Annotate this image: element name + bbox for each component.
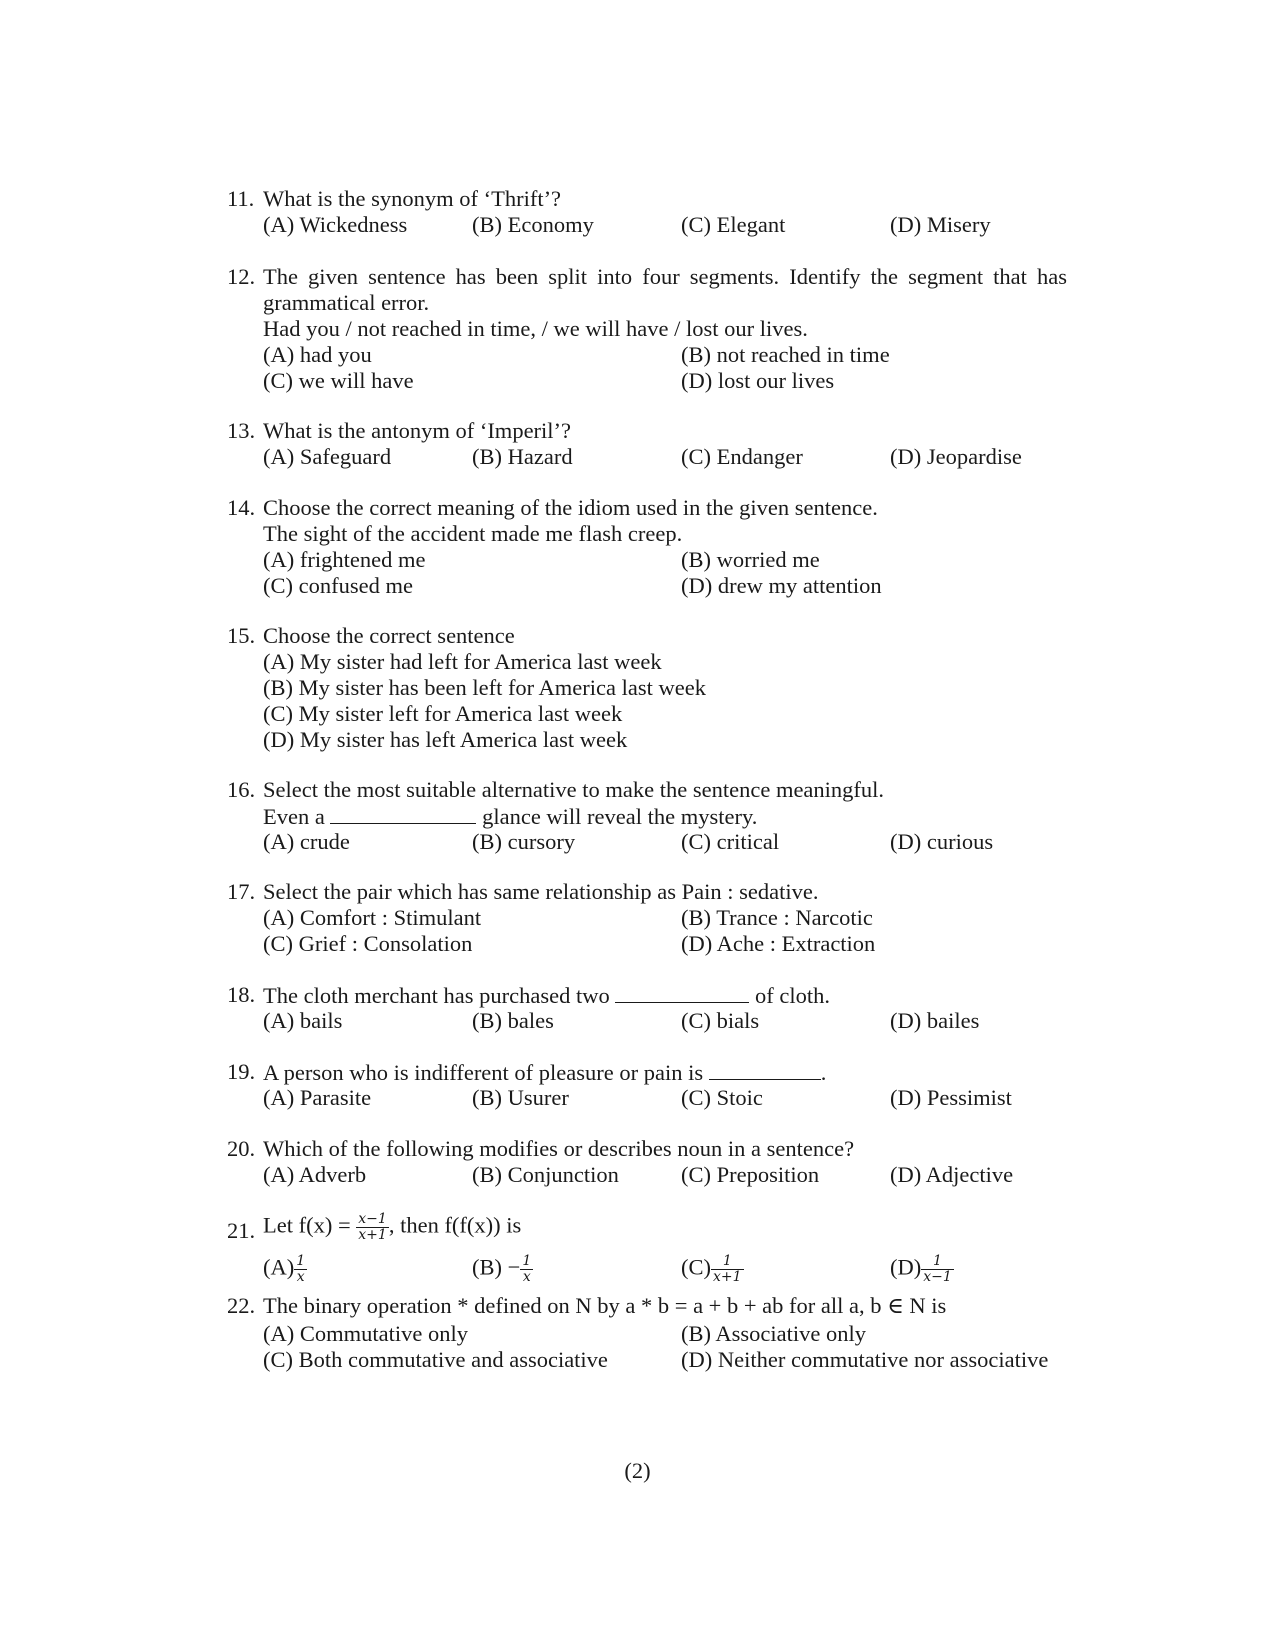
- fraction: [356, 1212, 389, 1242]
- question-stem: Select the pair which has same relationship as Pain : sedative.: [263, 879, 819, 904]
- question-number: 17.: [227, 879, 256, 904]
- option-b: (B) Conjunction: [472, 1162, 619, 1187]
- question-stem: Select the most suitable alternative to make the sentence meaningful.: [263, 777, 885, 802]
- option-a: [263, 1254, 307, 1284]
- fill-blank: [615, 984, 749, 1003]
- option-a: (A) Commutative only: [263, 1321, 468, 1346]
- stem-start: The cloth merchant has purchased two: [263, 983, 610, 1008]
- option-d: (D) lost our lives: [681, 368, 835, 393]
- fraction: [921, 1254, 954, 1284]
- question-stem: The given sentence has been split into four segments. Identify the segment that has: [263, 264, 1067, 289]
- option-d: (D) Adjective: [890, 1162, 1014, 1187]
- option-d: (D) curious: [890, 829, 994, 854]
- question-number: 13.: [227, 418, 256, 443]
- question-stem: [263, 1212, 521, 1242]
- page-number: (2): [624, 1458, 651, 1483]
- question-number: 12.: [227, 264, 256, 289]
- question-stem-continued: grammatical error.: [263, 290, 430, 315]
- fraction-denominator: x: [522, 1268, 531, 1285]
- option-a: (A) bails: [263, 1008, 343, 1033]
- question-stem: [263, 984, 830, 1008]
- question-sentence: The sight of the accident made me flash creep.: [263, 521, 683, 546]
- option-label: (D): [890, 1254, 922, 1280]
- fraction-numerator: 1: [711, 1254, 744, 1270]
- option-b: (B) My sister has been left for America last week: [263, 675, 706, 700]
- option-d: (D) Ache : Extraction: [681, 931, 876, 956]
- question-number: 22.: [227, 1293, 256, 1318]
- question-sentence: [263, 805, 757, 829]
- fraction-numerator: x−1: [358, 1211, 387, 1227]
- option-a: (A) Parasite: [263, 1085, 372, 1110]
- option-b: (B) Economy: [472, 212, 594, 237]
- option-label: (A): [263, 1254, 295, 1280]
- option-d: [890, 1254, 954, 1284]
- question-stem: What is the synonym of ‘Thrift’?: [263, 186, 562, 211]
- question-sentence: Had you / not reached in time, / we will have / lost our lives.: [263, 316, 808, 341]
- option-b: [472, 1254, 533, 1284]
- option-a: (A) had you: [263, 342, 372, 367]
- option-b: (B) worried me: [681, 547, 820, 572]
- option-b: (B) bales: [472, 1008, 554, 1033]
- option-d: (D) My sister has left America last week: [263, 727, 628, 752]
- question-stem: Choose the correct sentence: [263, 623, 515, 648]
- question-stem: Which of the following modifies or describes noun in a sentence?: [263, 1136, 855, 1161]
- option-a: (A) Comfort : Stimulant: [263, 905, 482, 930]
- option-d: (D) Pessimist: [890, 1085, 1012, 1110]
- question-number: 20.: [227, 1136, 256, 1161]
- question-stem: [263, 1061, 826, 1085]
- fraction-numerator: 1: [296, 1253, 306, 1269]
- option-b: (B) Hazard: [472, 444, 573, 469]
- option-c: (C) Grief : Consolation: [263, 931, 473, 956]
- stem-start: A person who is indifferent of pleasure or pain is: [263, 1060, 704, 1085]
- question-number: 11.: [227, 186, 255, 211]
- option-c: (C) bials: [681, 1008, 760, 1033]
- sentence-end: glance will reveal the mystery.: [482, 804, 758, 829]
- option-c: (C) critical: [681, 829, 780, 854]
- fraction-numerator: 1: [921, 1254, 954, 1270]
- question-number: 21.: [227, 1218, 256, 1243]
- fill-blank: [709, 1061, 821, 1080]
- option-b: (B) Associative only: [681, 1321, 866, 1346]
- question-number: 14.: [227, 495, 256, 520]
- question-number: 16.: [227, 777, 256, 802]
- stem-end: , then f(f(x)) is: [388, 1212, 522, 1238]
- option-d: (D) Neither commutative nor associative: [681, 1347, 1049, 1372]
- option-c: (C) Endanger: [681, 444, 803, 469]
- stem-start: Let f(x) =: [263, 1212, 351, 1238]
- fill-blank: [330, 805, 476, 824]
- question-stem: Choose the correct meaning of the idiom used in the given sentence.: [263, 495, 878, 520]
- option-c: (C) we will have: [263, 368, 414, 393]
- fraction-numerator: 1: [522, 1253, 532, 1269]
- option-d: (D) Jeopardise: [890, 444, 1022, 469]
- stem-end: of cloth.: [755, 983, 830, 1008]
- option-d: (D) Misery: [890, 212, 991, 237]
- fraction: [520, 1254, 533, 1284]
- fraction: [294, 1254, 307, 1284]
- question-stem: The binary operation * defined on N by a * b = a + b + ab for all a, b ∈ N is: [263, 1293, 947, 1318]
- option-b: (B) Trance : Narcotic: [681, 905, 873, 930]
- question-number: 18.: [227, 982, 256, 1007]
- option-a: (A) crude: [263, 829, 350, 854]
- fraction-denominator: x: [296, 1268, 305, 1285]
- fraction: [711, 1254, 744, 1284]
- option-a: (A) Wickedness: [263, 212, 408, 237]
- option-a: (A) frightened me: [263, 547, 426, 572]
- option-c: (C) confused me: [263, 573, 413, 598]
- stem-end: .: [820, 1060, 827, 1085]
- option-b: (B) cursory: [472, 829, 576, 854]
- option-c: [681, 1254, 744, 1284]
- option-a: (A) Adverb: [263, 1162, 367, 1187]
- option-b: (B) Usurer: [472, 1085, 569, 1110]
- option-c: (C) Both commutative and associative: [263, 1347, 608, 1372]
- option-c: (C) Elegant: [681, 212, 786, 237]
- option-label: (C): [681, 1254, 711, 1280]
- question-number: 15.: [227, 623, 256, 648]
- option-c: (C) Stoic: [681, 1085, 763, 1110]
- option-c: (C) My sister left for America last week: [263, 701, 623, 726]
- sentence-start: Even a: [263, 804, 325, 829]
- option-b: (B) not reached in time: [681, 342, 890, 367]
- option-a: (A) My sister had left for America last week: [263, 649, 662, 674]
- option-c: (C) Preposition: [681, 1162, 820, 1187]
- question-stem: What is the antonym of ‘Imperil’?: [263, 418, 572, 443]
- fraction-denominator: x+1: [713, 1268, 742, 1285]
- option-label: (B) −: [472, 1254, 521, 1280]
- option-a: (A) Safeguard: [263, 444, 392, 469]
- fraction-denominator: x−1: [923, 1268, 952, 1285]
- option-d: (D) bailes: [890, 1008, 980, 1033]
- fraction-denominator: x+1: [358, 1226, 387, 1243]
- option-d: (D) drew my attention: [681, 573, 882, 598]
- question-number: 19.: [227, 1059, 256, 1084]
